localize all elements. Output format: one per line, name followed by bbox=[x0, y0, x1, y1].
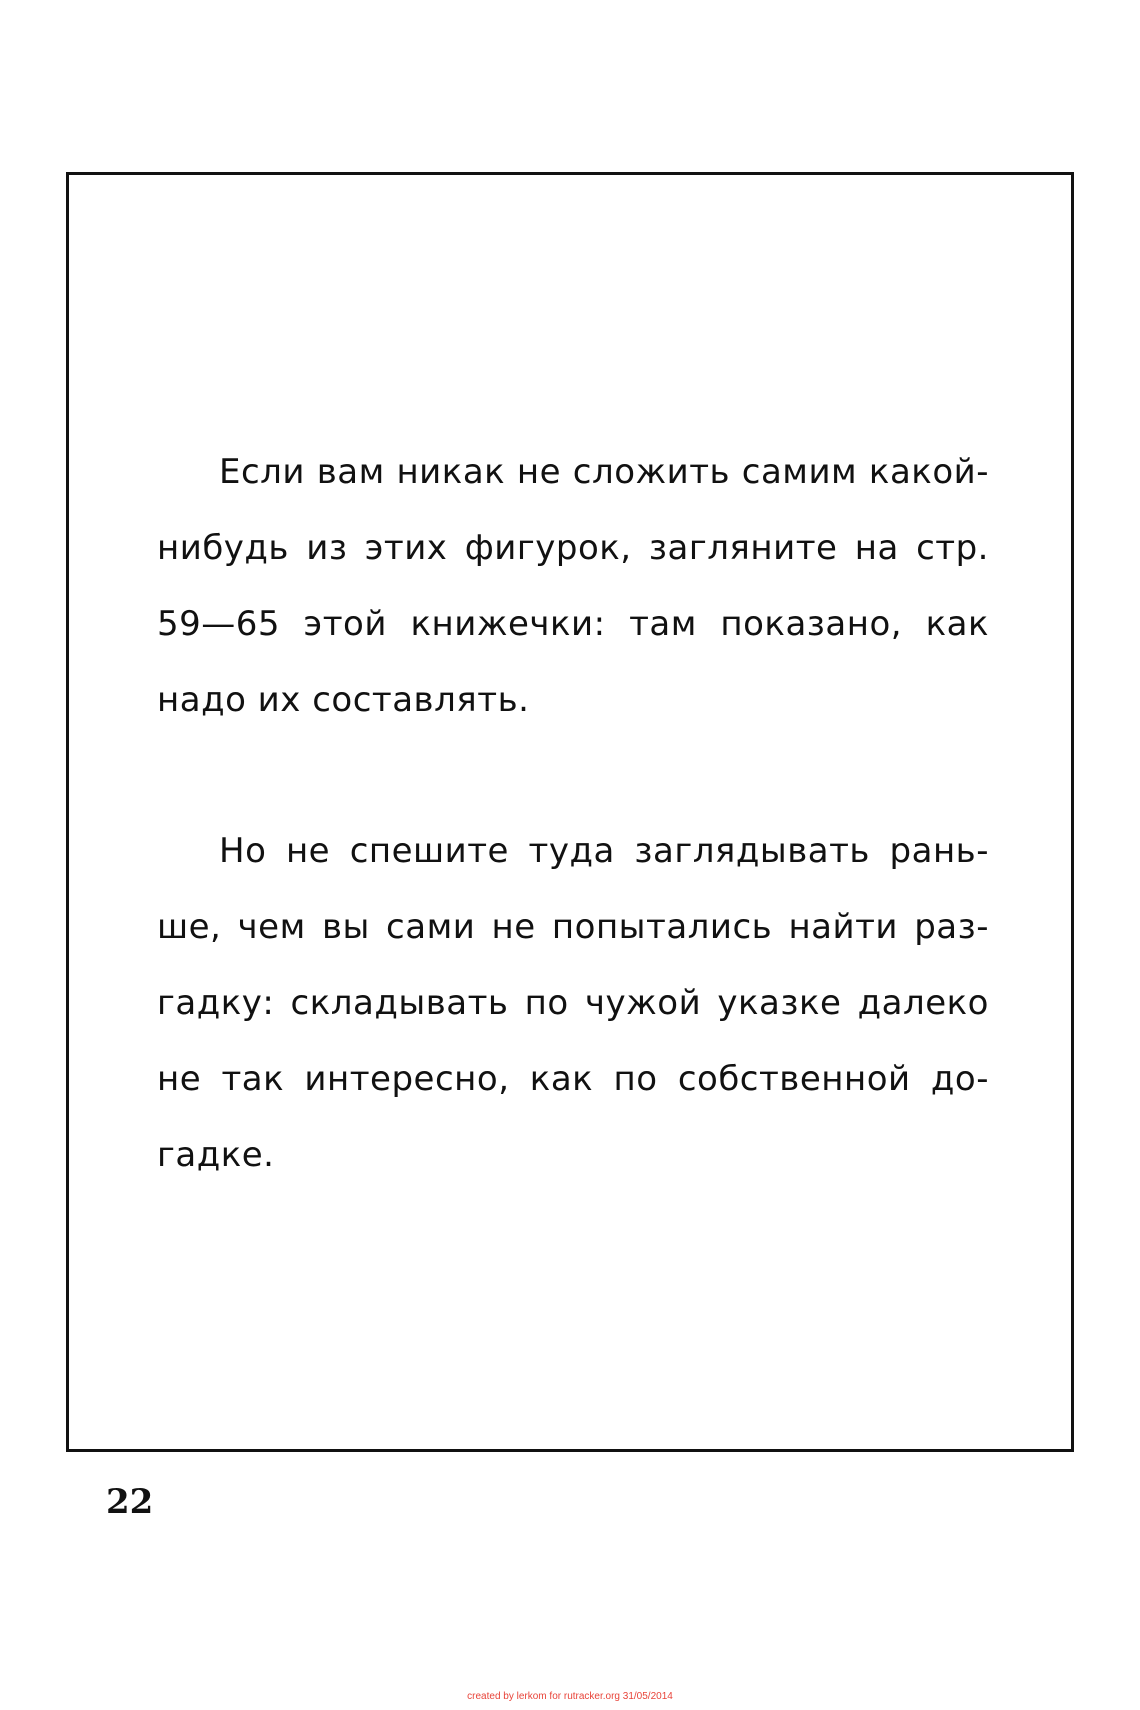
paragraph-2 bbox=[157, 813, 989, 1193]
page-number: 22 bbox=[106, 1482, 154, 1522]
paragraph-line: ше, чем вы сами не попытались найти раз- bbox=[157, 907, 989, 947]
page-frame-border bbox=[66, 172, 1074, 1452]
paragraph-line: Но не спешите туда заглядывать рань- bbox=[219, 831, 989, 871]
paragraph-1 bbox=[157, 434, 989, 738]
paragraph-line: гадку: складывать по чужой указке далеко bbox=[157, 983, 989, 1023]
paragraph-line: нибудь из этих фигурок, загляните на стр. bbox=[157, 528, 989, 568]
paragraph-line: гадке. bbox=[157, 1135, 275, 1175]
credit-line: created by lerkom for rutracker.org 31/05/2014 bbox=[467, 1691, 673, 1702]
paragraph-line: не так интересно, как по собственной до- bbox=[157, 1059, 989, 1099]
paragraph-line: 59—65 этой книжечки: там показано, как bbox=[157, 604, 989, 644]
paragraph-line: надо их составлять. bbox=[157, 680, 530, 720]
paragraph-line: Если вам никак не сложить самим какой- bbox=[219, 452, 989, 492]
